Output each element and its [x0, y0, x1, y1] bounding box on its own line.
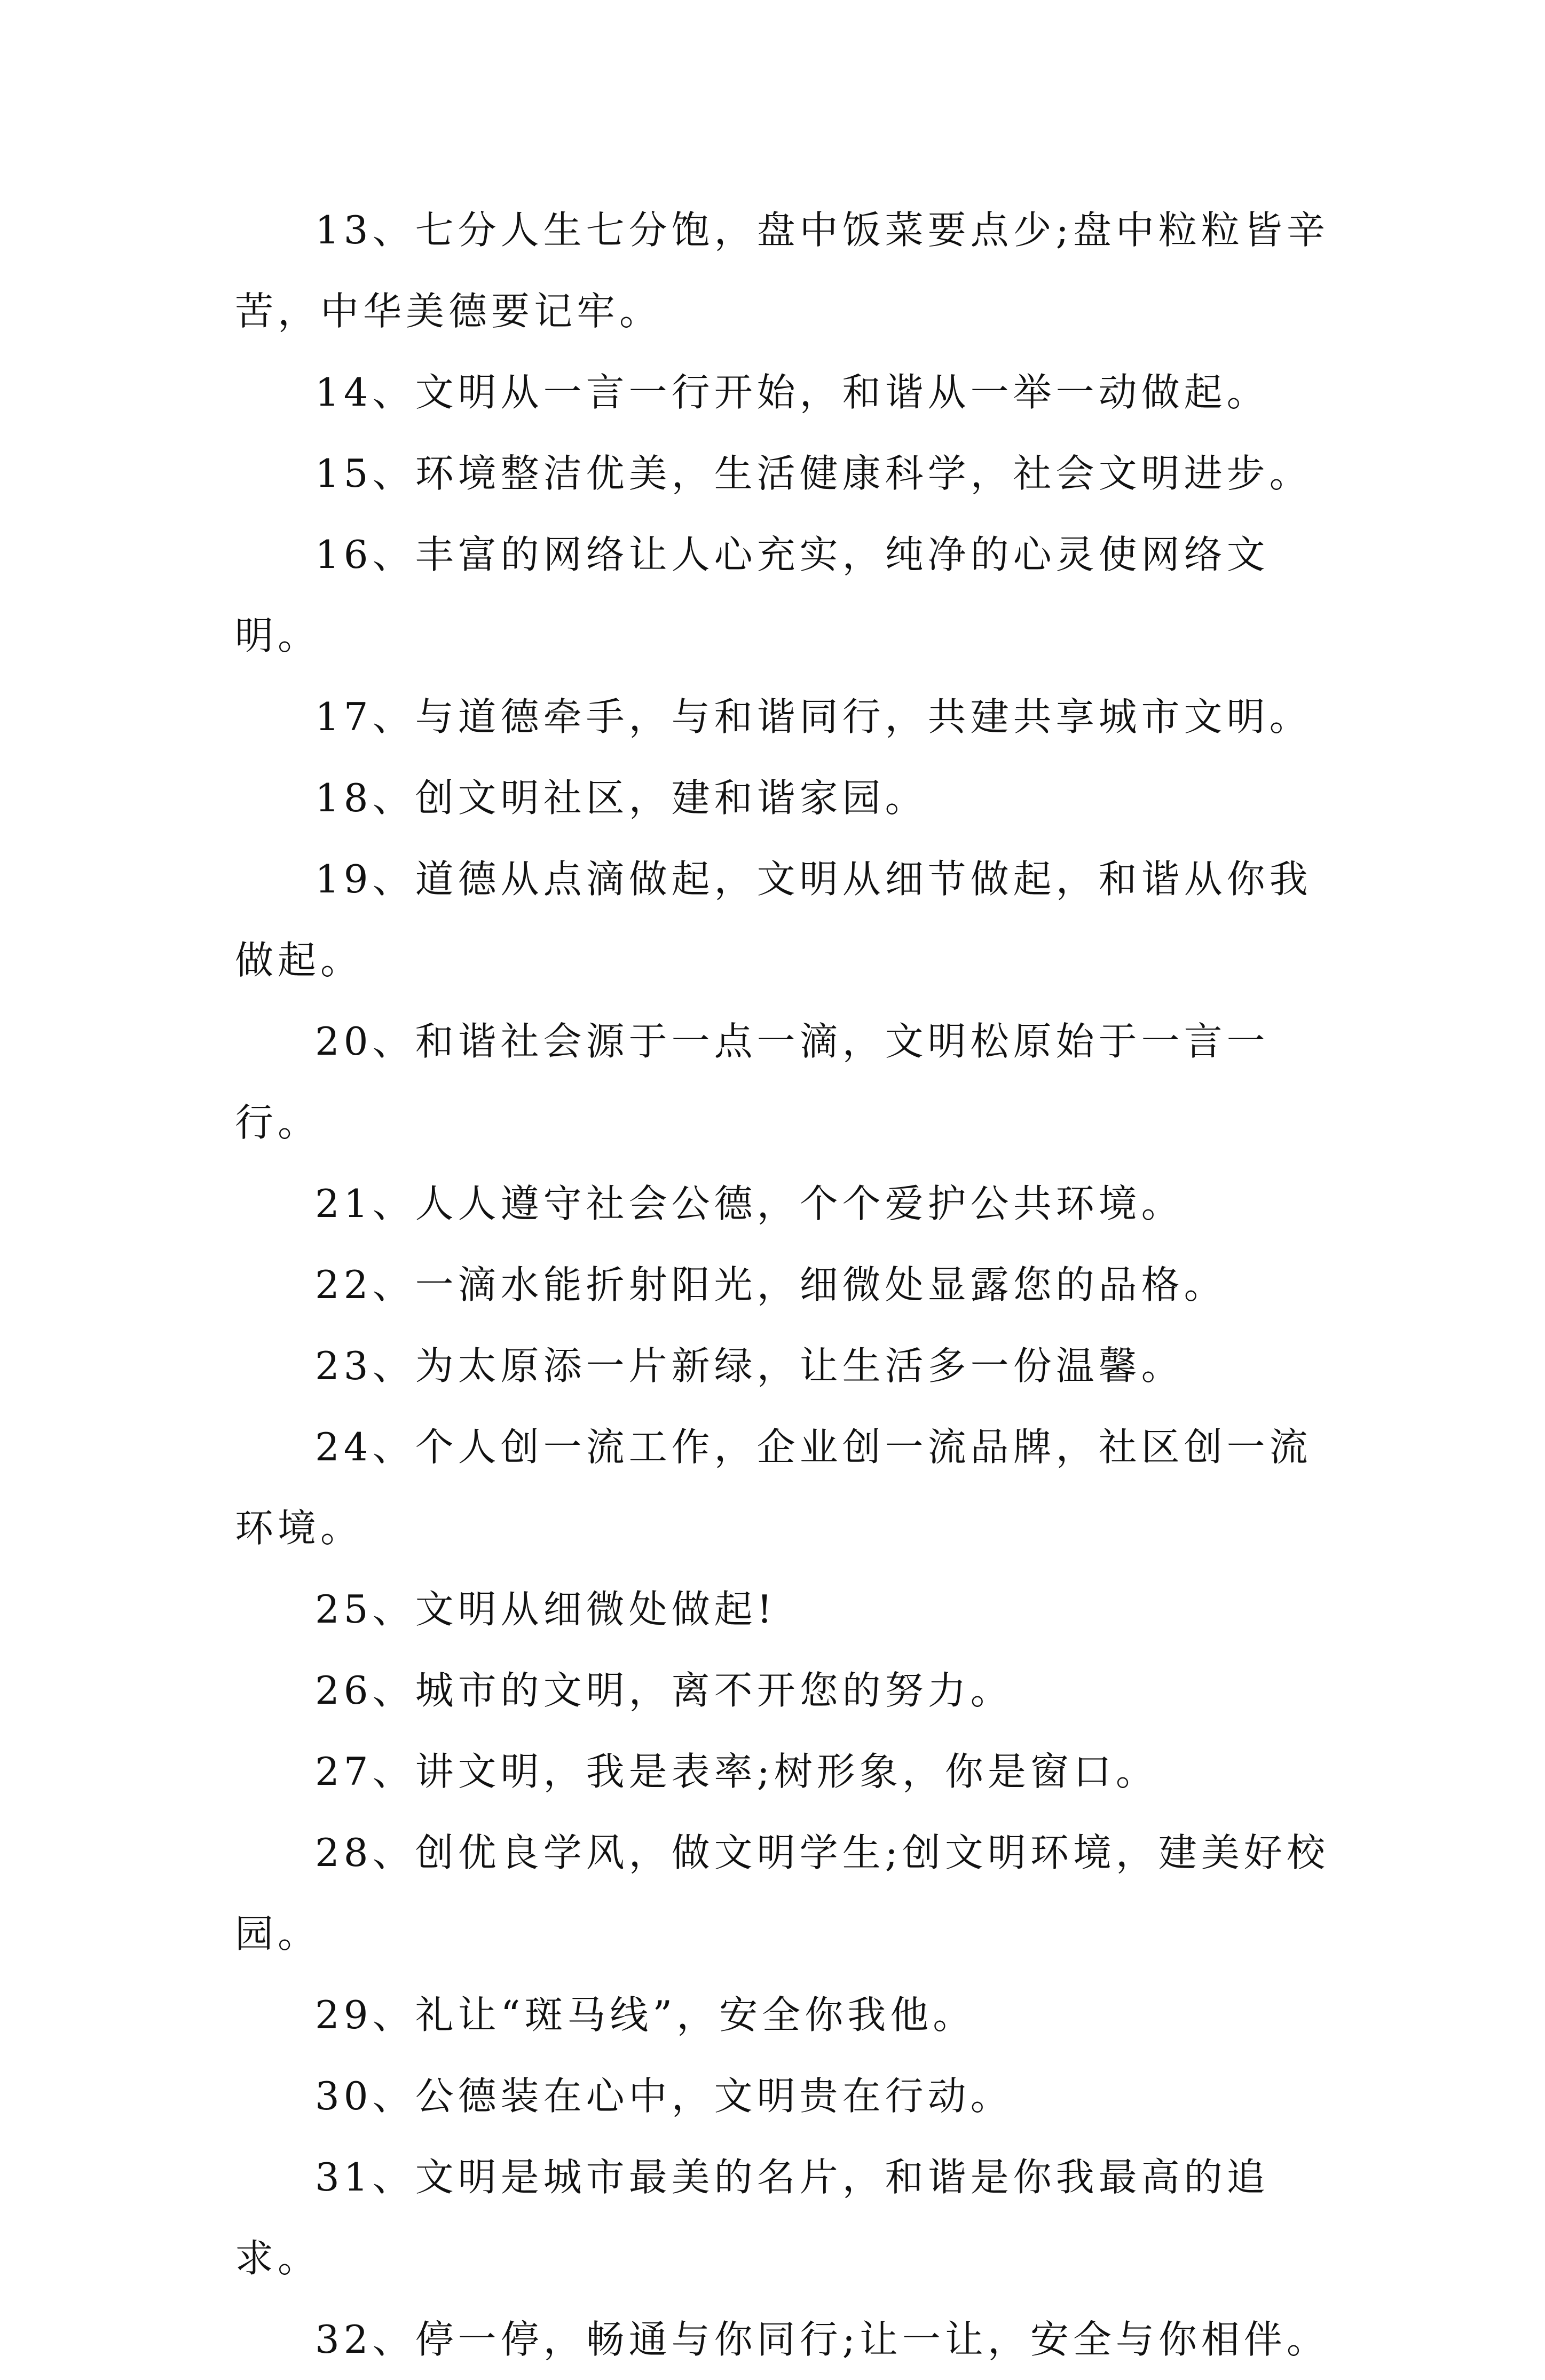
paragraph-17: 17、与道德牵手，与和谐同行，共建共享城市文明。	[315, 694, 1312, 739]
paragraph-26: 26、城市的文明，离不开您的努力。	[315, 1668, 1013, 1713]
paragraph-14: 14、文明从一言一行开始，和谐从一举一动做起。	[315, 370, 1270, 415]
paragraph-20: 20、和谐社会源于一点一滴，文明松原始于一言一行。	[235, 1019, 1270, 1145]
paragraph-13: 13、七分人生七分饱，盘中饭菜要点少;盘中粒粒皆辛苦，中华美德要记牢。	[235, 208, 1329, 334]
paragraph-31: 31、文明是城市最美的名片，和谐是你我最高的追求。	[235, 2155, 1270, 2281]
paragraph-28: 28、创优良学风，做文明学生;创文明环境，建美好校园。	[235, 1830, 1329, 1956]
paragraph-32: 32、停一停，畅通与你同行;让一让，安全与你相伴。	[315, 2317, 1329, 2362]
paragraph-21: 21、人人遵守社会公德，个个爱护公共环境。	[315, 1181, 1184, 1226]
paragraph-19: 19、道德从点滴做起，文明从细节做起，和谐从你我做起。	[235, 857, 1312, 983]
paragraph-27: 27、讲文明，我是表率;树形象，你是窗口。	[315, 1749, 1158, 1794]
paragraph-15: 15、环境整洁优美，生活健康科学，社会文明进步。	[315, 451, 1312, 496]
paragraph-30: 30、公德装在心中，文明贵在行动。	[315, 2074, 1013, 2118]
document-body	[235, 189, 1345, 2380]
paragraph-23: 23、为太原添一片新绿，让生活多一份温馨。	[315, 1343, 1184, 1388]
paragraph-18: 18、创文明社区，建和谐家园。	[315, 776, 928, 820]
paragraph-16: 16、丰富的网络让人心充实，纯净的心灵使网络文明。	[235, 532, 1270, 658]
paragraph-29: 29、礼让“斑马线”，安全你我他。	[315, 1992, 976, 2037]
paragraph-25: 25、文明从细微处做起!	[315, 1587, 777, 1632]
paragraph-22: 22、一滴水能折射阳光，细微处显露您的品格。	[315, 1262, 1227, 1307]
paragraph-24: 24、个人创一流工作，企业创一流品牌，社区创一流环境。	[235, 1425, 1312, 1551]
